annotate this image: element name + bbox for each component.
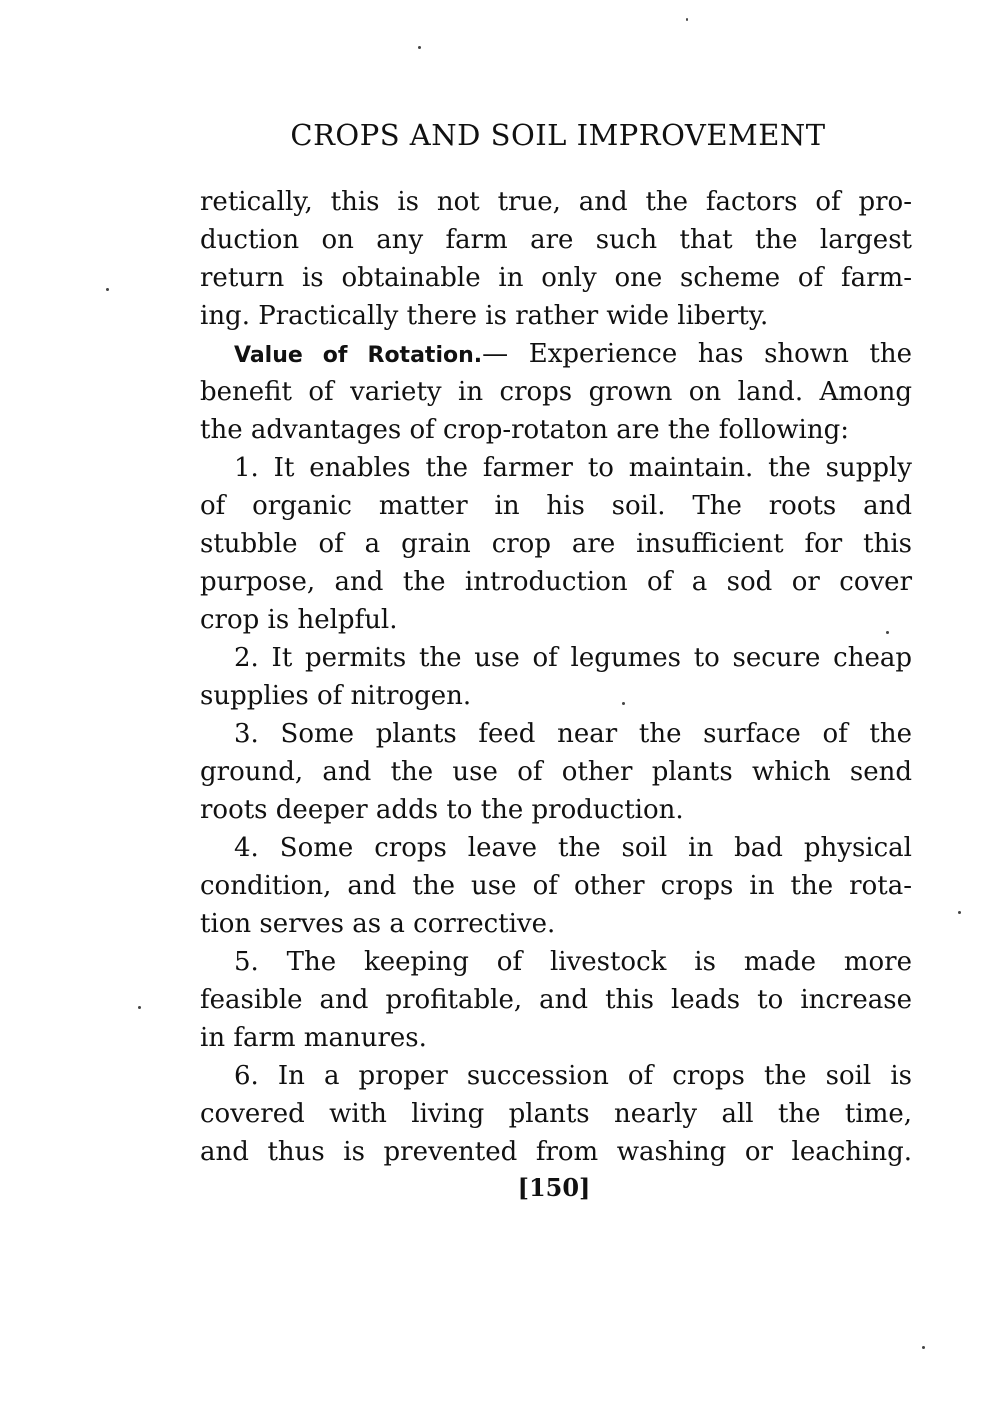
text-line: ing. Practically there is rather wide liberty. <box>200 301 769 331</box>
text-line: and thus is prevented from washing or leaching. <box>200 1137 912 1167</box>
text-line: duction on any farm are such that the largest <box>200 225 912 255</box>
text-line: purpose, and the introduction of a sod or cover <box>200 567 912 597</box>
text-line: crop is helpful. <box>200 605 398 635</box>
scan-speck <box>958 911 961 914</box>
text-line: covered with living plants nearly all the time, <box>200 1099 912 1129</box>
paragraph <box>200 183 912 335</box>
scan-speck <box>138 1006 141 1009</box>
text-line: benefit of variety in crops grown on land. Among <box>200 377 912 407</box>
text-line: stubble of a grain crop are insufficient for this <box>200 529 912 559</box>
list-item <box>200 715 912 829</box>
page-number: [150] <box>517 1173 591 1202</box>
list-item <box>200 943 912 1057</box>
scan-speck <box>886 631 889 634</box>
text-line: feasible and profitable, and this leads to increase <box>200 985 912 1015</box>
text-line: 2. It permits the use of legumes to secure cheap <box>234 643 912 673</box>
section-heading: Value of Rotation. <box>234 343 483 368</box>
text-line: of organic matter in his soil. The roots and <box>200 491 912 521</box>
list-item <box>200 1057 912 1171</box>
text-line: 5. The keeping of livestock is made more <box>234 947 912 977</box>
scan-speck <box>922 1346 925 1349</box>
text-line: the advantages of crop-rotaton are the following: <box>200 415 849 445</box>
text-line: supplies of nitrogen. <box>200 681 472 711</box>
section-lead-text: — Experience has shown the <box>482 339 913 369</box>
text-line <box>200 335 912 373</box>
list-item <box>200 829 912 943</box>
list-item <box>200 449 912 639</box>
scan-speck <box>106 288 109 291</box>
scan-speck <box>622 702 625 705</box>
running-head: CROPS AND SOIL IMPROVEMENT <box>290 118 826 152</box>
list-item <box>200 639 912 715</box>
text-line: ground, and the use of other plants which send <box>200 757 912 787</box>
text-line: 3. Some plants feed near the surface of the <box>234 719 912 749</box>
text-line: 1. It enables the farmer to maintain. the supply <box>234 453 912 483</box>
scan-speck <box>418 46 421 49</box>
text-line: roots deeper adds to the production. <box>200 795 684 825</box>
text-line: in farm manures. <box>200 1023 427 1053</box>
scan-speck <box>686 18 688 21</box>
text-line: retically, this is not true, and the factors of pro- <box>200 187 912 217</box>
text-line: condition, and the use of other crops in the rota- <box>200 871 912 901</box>
text-line: return is obtainable in only one scheme of farm- <box>200 263 912 293</box>
text-line: tion serves as a corrective. <box>200 909 556 939</box>
section-paragraph <box>200 335 912 449</box>
text-line: 6. In a proper succession of crops the soil is <box>234 1061 912 1091</box>
text-line: 4. Some crops leave the soil in bad physical <box>234 833 912 863</box>
body-text <box>200 183 912 1171</box>
